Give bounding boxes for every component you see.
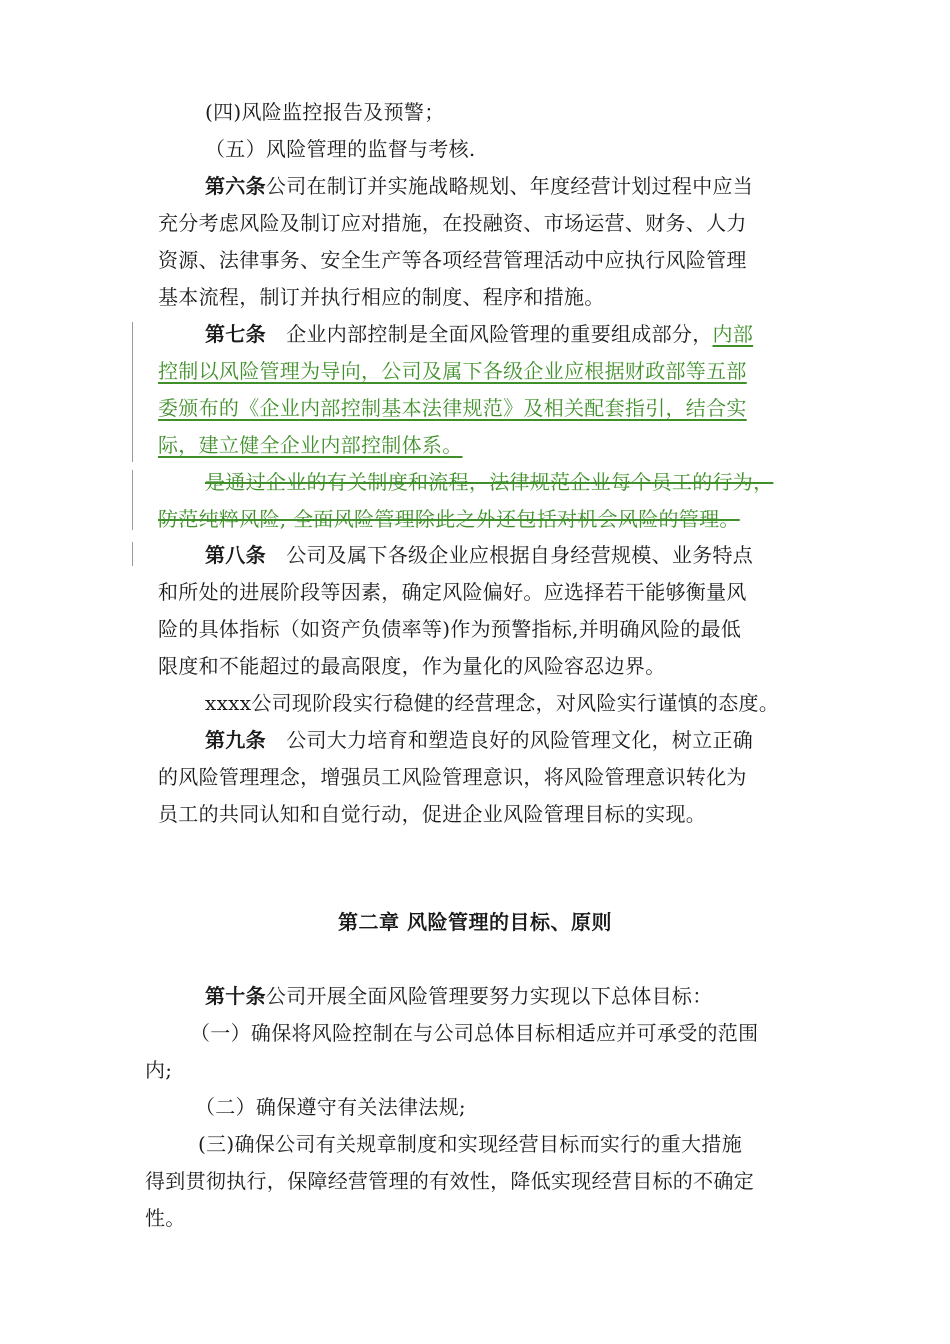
article-10-title: 第十条: [205, 984, 266, 1008]
revision-change-bar: [132, 542, 133, 566]
inserted-text: 控制以风险管理为导向，公司及属下各级企业应根据财政部等五部: [158, 359, 747, 383]
article-7-text: 企业内部控制是全面风险管理的重要组成部分，: [265, 322, 713, 346]
article-7-title: 第七条: [205, 322, 266, 346]
article-9-line-3: 员工的共同认知和自觉行动，促进企业风险管理目标的实现。: [158, 802, 707, 826]
goal-item-2: （二）确保遵守有关法律法规;: [195, 1095, 466, 1119]
chapter-heading: 第二章 风险管理的目标、原则: [338, 910, 612, 934]
revision-change-bar: [132, 470, 133, 530]
article-8-line-5: xxxx公司现阶段实行稳健的经营理念，对风险实行谨慎的态度。: [205, 691, 780, 715]
goal-item-1-line-2: 内;: [145, 1058, 173, 1082]
article-9-text: 公司大力培育和塑造良好的风险管理文化，树立正确: [265, 728, 754, 752]
goal-item-3-line-2: 得到贯彻执行，保障经营管理的有效性，降低实现经营目标的不确定: [145, 1169, 754, 1193]
article-6-line-4: 基本流程，制订并执行相应的制度、程序和措施。: [158, 285, 605, 309]
article-10-line-1: [205, 984, 713, 1008]
article-9-title: 第九条: [205, 728, 266, 752]
article-8-title: 第八条: [205, 543, 266, 567]
article-8-line-1: [205, 543, 753, 567]
article-6-line-2: 充分考虑风险及制订应对措施，在投融资、市场运营、财务、人力: [158, 211, 747, 235]
goal-item-3-line-3: 性。: [145, 1206, 186, 1230]
article-7-line-1: [205, 322, 753, 346]
article-6-line-3: 资源、法律事务、安全生产等各项经营管理活动中应执行风险管理: [158, 248, 747, 272]
deleted-text: 是通过企业的有关制度和流程，法律规范企业每个员工的行为，: [205, 470, 774, 494]
list-item-4: (四)风险监控报告及预警；: [205, 100, 445, 124]
article-8-line-4: 限度和不能超过的最高限度，作为量化的风险容忍边界。: [158, 654, 666, 678]
revision-change-bar: [132, 322, 133, 462]
article-6-text: 公司在制订并实施战略规划、年度经营计划过程中应当: [265, 174, 754, 198]
list-item-5: （五）风险管理的监督与考核.: [205, 137, 476, 161]
goal-item-1-line-1: （一）确保将风险控制在与公司总体目标相适应并可承受的范围: [190, 1021, 759, 1045]
article-8-line-2: 和所处的进展阶段等因素，确定风险偏好。应选择若干能够衡量风: [158, 580, 747, 604]
article-6-line-1: [205, 174, 753, 198]
article-9-line-1: [205, 728, 753, 752]
deleted-text: 防范纯粹风险, 全面风险管理除此之外还包括对机会风险的管理。: [158, 507, 740, 531]
goal-item-3-line-1: (三)确保公司有关规章制度和实现经营目标而实行的重大措施: [198, 1132, 743, 1156]
article-9-line-2: 的风险管理理念，增强员工风险管理意识，将风险管理意识转化为: [158, 765, 747, 789]
article-10-text: 公司开展全面风险管理要努力实现以下总体目标：: [265, 984, 713, 1008]
article-8-text: 公司及属下各级企业应根据自身经营规模、业务特点: [265, 543, 754, 567]
inserted-text: 委颁布的《企业内部控制基本法律规范》及相关配套指引，结合实: [158, 396, 747, 420]
article-8-line-3: 险的具体指标（如资产负债率等)作为预警指标,并明确风险的最低: [158, 617, 742, 641]
inserted-text: 际，建立健全企业内部控制体系。: [158, 433, 463, 457]
inserted-text: 内部: [712, 322, 754, 346]
article-6-title: 第六条: [205, 174, 266, 198]
